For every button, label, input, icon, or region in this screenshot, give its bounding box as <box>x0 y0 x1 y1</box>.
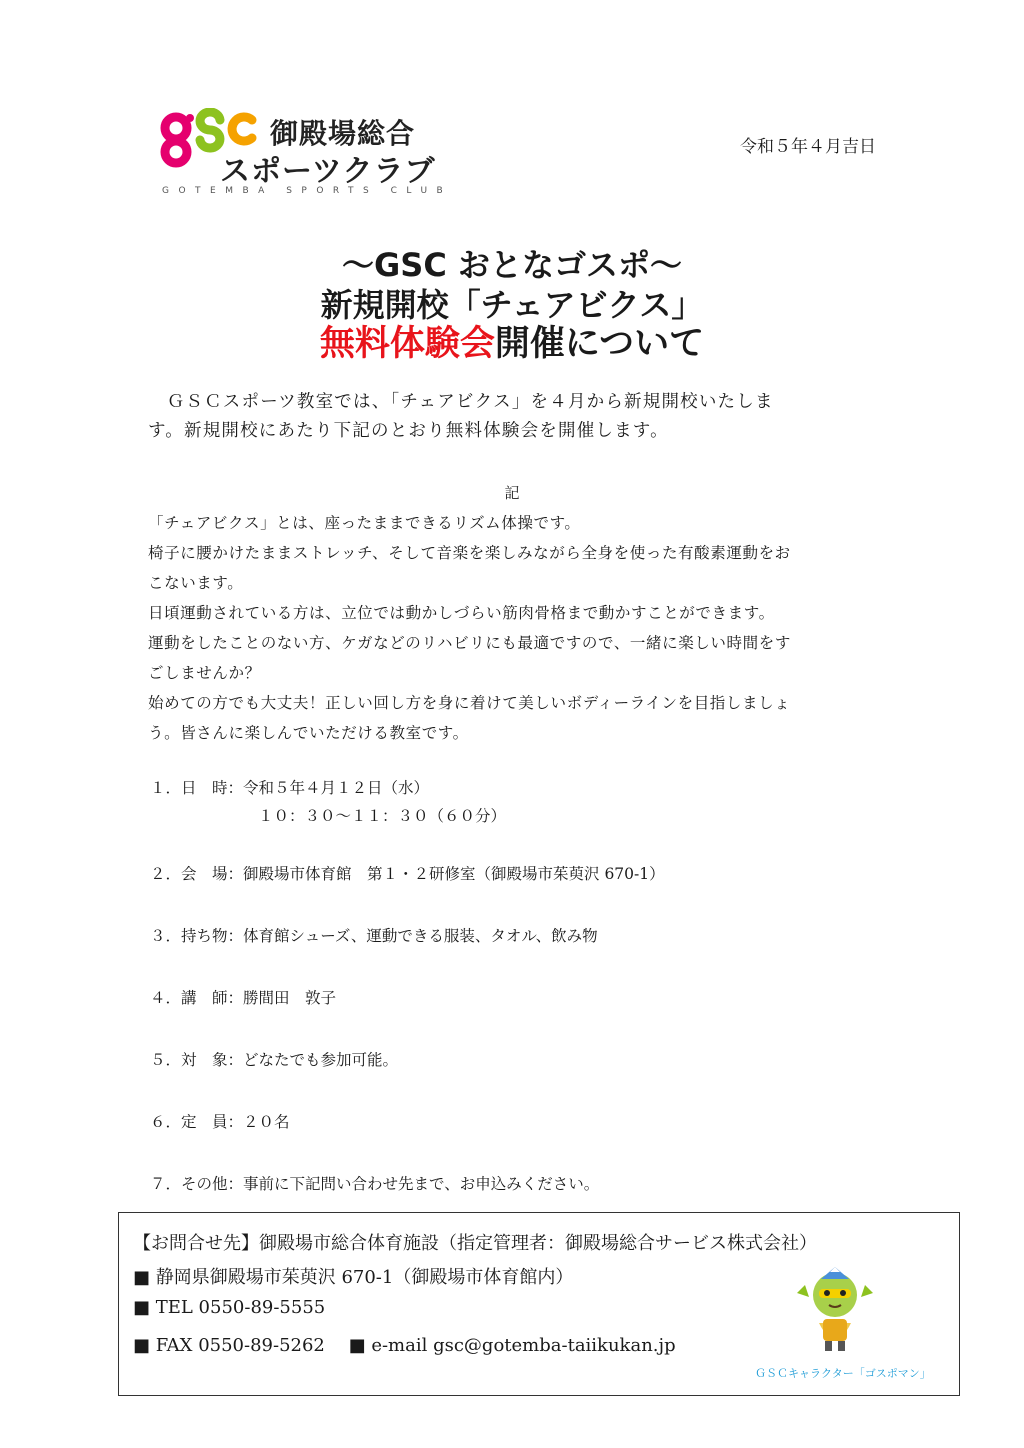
item-datetime <box>150 776 429 798</box>
item-label: ３．持ち物： <box>150 927 244 945</box>
intro-line: す。新規開校にあたり下記のとおり無料体験会を開催します。 <box>148 421 669 441</box>
intro-paragraph <box>148 388 878 446</box>
gospoman-mascot-icon <box>795 1263 875 1355</box>
item-target <box>150 1048 398 1070</box>
logo-letter-s <box>200 112 220 148</box>
item-other <box>150 1172 599 1194</box>
description-line: 椅子に腰かけたままストレッチ、そして音楽を楽しみながら全身を使った有酸素運動をお <box>148 544 791 562</box>
item-belongings <box>150 924 598 946</box>
item-label: ４．講 師： <box>150 989 244 1007</box>
contact-box <box>118 1212 960 1396</box>
title-line1: ～GSC おとなゴスポ～ <box>342 246 682 284</box>
item-value: ２０名 <box>243 1113 290 1131</box>
description-line: ごしませんか？ <box>148 664 261 682</box>
contact-heading: 【お問合せ先】御殿場市総合体育施設（指定管理者：御殿場総合サービス株式会社） <box>133 1233 817 1254</box>
description <box>148 508 878 748</box>
description-line: 運動をしたことのない方、ケガなどのリハビリにも最適ですので、一緒に楽しい時間をす <box>148 634 791 652</box>
item-label: ２．会 場： <box>150 865 244 883</box>
item-value: 事前に下記問い合わせ先まで、お申込みください。 <box>243 1175 600 1193</box>
item-instructor <box>150 986 336 1008</box>
mascot-caption: ＧＳＣキャラクター「ゴスポマン」 <box>755 1367 931 1380</box>
logo-line1: 御殿場総合 <box>270 117 416 150</box>
item-value: 体育館シューズ、運動できる服装、タオル、飲み物 <box>243 927 598 945</box>
title-black-text: 開催について <box>494 324 705 364</box>
logo-letter-c <box>232 117 252 141</box>
contact-tel[interactable]: ■ TEL 0550-89-5555 <box>133 1297 326 1318</box>
description-line: 日頃運動されている方は、立位では動かしづらい筋肉骨格まで動かすことができます。 <box>148 604 775 622</box>
item-value: どなたでも参加可能。 <box>243 1051 399 1069</box>
ki-heading: 記 <box>504 484 520 502</box>
logo-english: GOTEMBA SPORTS CLUB <box>162 186 453 196</box>
item-venue <box>150 862 665 884</box>
description-line: う。皆さんに楽しんでいただける教室です。 <box>148 724 469 742</box>
description-line: こないます。 <box>148 574 244 592</box>
intro-line: ＧＳＣスポーツ教室では、「チェアビクス」を４月から新規開校いたしま <box>148 392 774 412</box>
contact-fax-email[interactable]: ■ FAX 0550-89-5262 ■ e-mail gsc@gotemba-taiikukan.jp <box>133 1335 676 1356</box>
item-value: 御殿場市体育館 第１・２研修室（御殿場市茱萸沢 670-1） <box>243 865 665 883</box>
item-value: 令和５年４月１２日（水） <box>243 779 430 797</box>
item-value: １０：３０～１１：３０（６０分） <box>258 807 507 825</box>
item-value: 勝間田 敦子 <box>243 989 337 1007</box>
logo-line2: スポーツクラブ <box>220 154 436 189</box>
title-red-text: 無料体験会 <box>319 324 495 364</box>
logo <box>160 108 453 198</box>
description-line: 「チェアビクス」とは、座ったままできるリズム体操です。 <box>148 514 581 532</box>
item-capacity <box>150 1110 290 1132</box>
description-line: 始めての方でも大丈夫！正しい回し方を身に着けて美しいボディーラインを目指しましょ <box>148 694 791 712</box>
item-label: ５．対 象： <box>150 1051 244 1069</box>
title-line3 <box>0 316 1024 366</box>
item-label: ６．定 員： <box>150 1113 244 1131</box>
title-line2: 新規開校「チェアビクス」 <box>320 286 704 324</box>
item-time <box>258 804 506 826</box>
item-label: ７．その他： <box>150 1175 244 1193</box>
logo-letter-g <box>165 114 194 163</box>
item-label: １．日 時： <box>150 779 244 797</box>
issue-date: 令和５年４月吉日 <box>740 137 876 157</box>
contact-address: ■ 静岡県御殿場市茱萸沢 670-1（御殿場市体育館内） <box>133 1267 574 1288</box>
